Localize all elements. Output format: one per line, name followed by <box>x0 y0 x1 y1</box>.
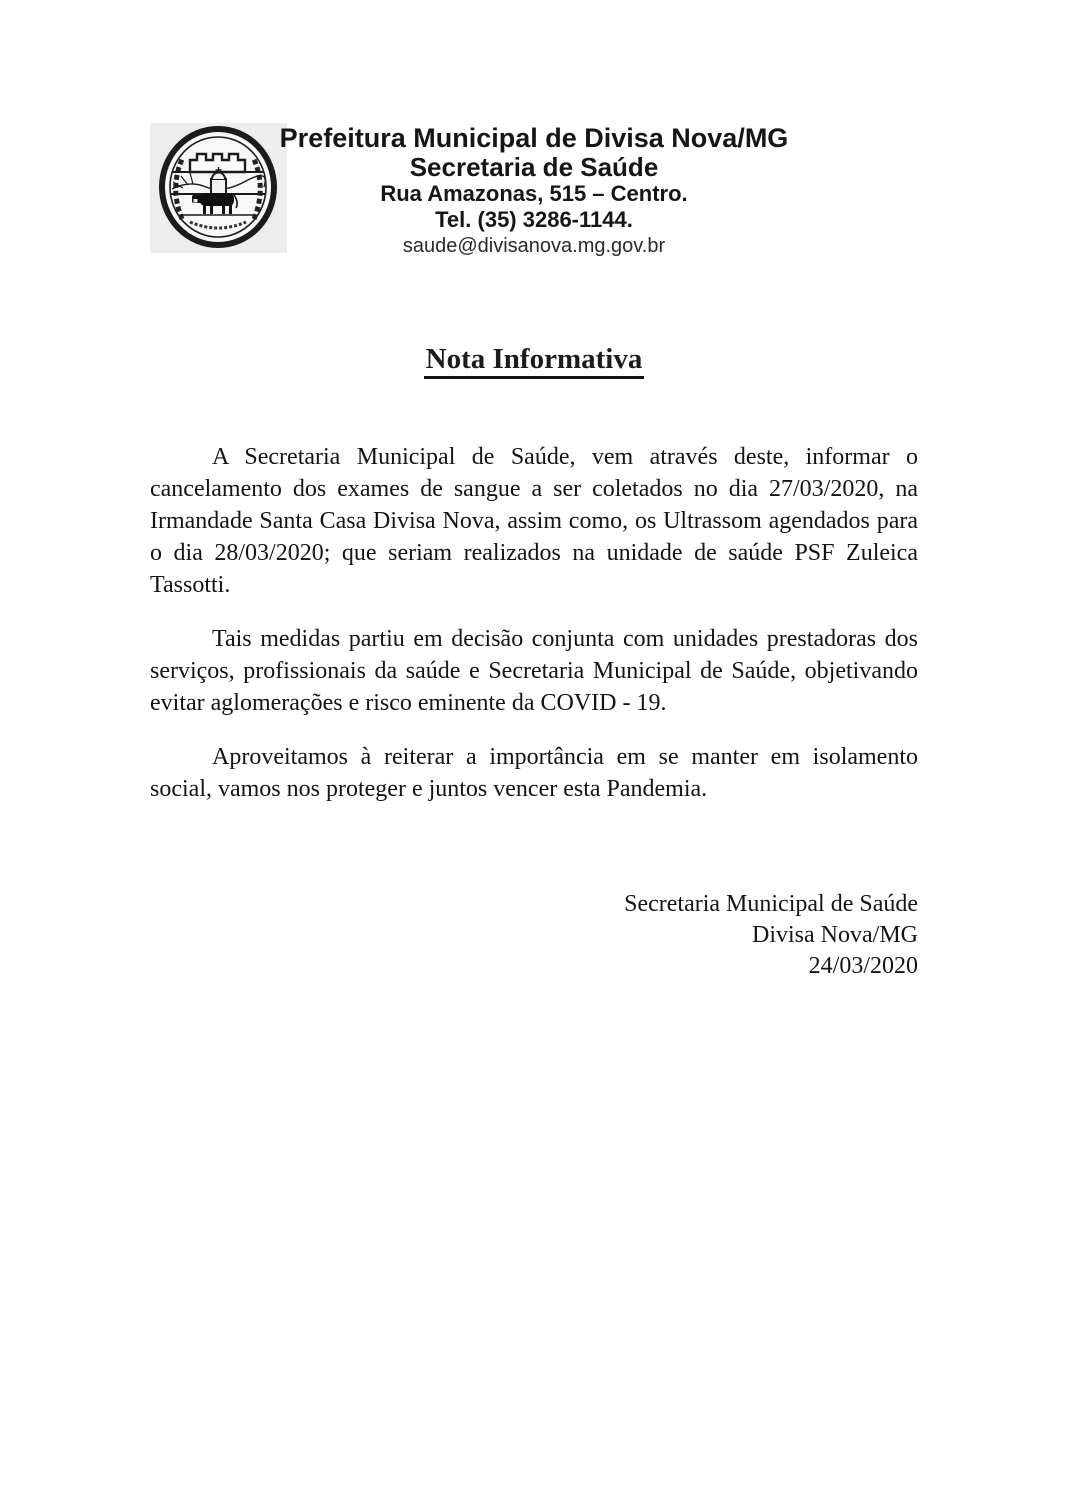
signature-org: Secretaria Municipal de Saúde <box>624 891 918 917</box>
org-department: Secretaria de Saúde <box>409 152 659 182</box>
org-name: Prefeitura Municipal de Divisa Nova/MG <box>279 123 789 153</box>
document-body <box>150 441 918 805</box>
document-title <box>150 341 918 377</box>
paragraph-isolamento: Aproveitamos à reiterar a importância em se manter em isolamento social, vamos nos proteger e juntos vencer esta Pandemia. <box>150 744 918 802</box>
letterhead <box>150 123 918 257</box>
paragraph-medidas: Tais medidas partiu em decisão conjunta com unidades prestadoras dos serviços, profissionais da saúde e Secretaria Municipal de Saúde, objetivando evitar aglomerações e risco eminente da COVID - 19. <box>150 626 918 716</box>
signature-date: 24/03/2020 <box>808 953 918 979</box>
document-title-text: Nota Informativa <box>424 343 645 379</box>
signature-city: Divisa Nova/MG <box>752 922 918 948</box>
signature-block <box>150 889 918 982</box>
paragraph-cancelamento: A Secretaria Municipal de Saúde, vem através deste, informar o cancelamento dos exames de sangue a ser coletados no dia 27/03/2020, na Irmandade Santa Casa Divisa Nova, assim como, os Ultrassom agendados para o dia 28/03/2020; que seriam realizados na unidade de saúde PSF Zuleica Tassotti. <box>150 444 918 598</box>
letterhead-text <box>150 123 918 260</box>
org-address: Rua Amazonas, 515 – Centro. <box>380 181 688 206</box>
org-email: saude@divisanova.mg.gov.br <box>402 235 666 257</box>
org-phone: Tel. (35) 3286-1144. <box>435 207 633 232</box>
